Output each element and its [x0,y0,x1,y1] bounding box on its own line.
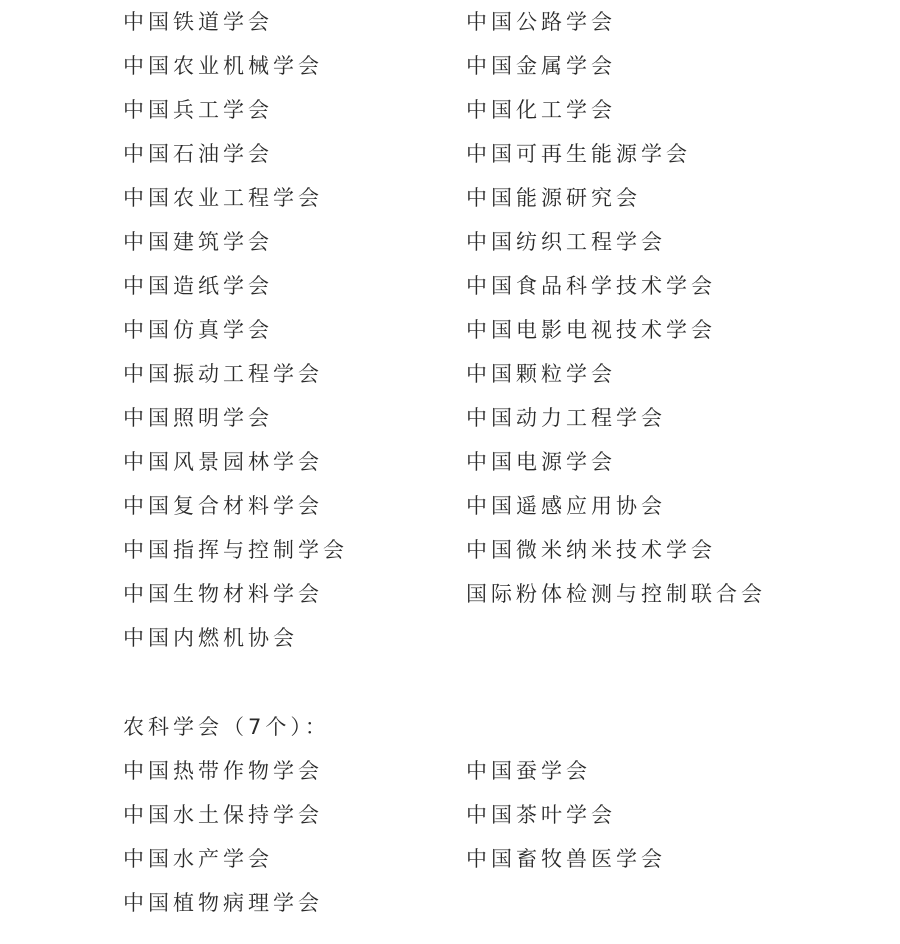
society-name: 中国可再生能源学会 [466,142,691,166]
society-name: 中国仿真学会 [123,318,273,342]
society-name: 中国风景园林学会 [123,450,323,474]
list-row [0,749,900,793]
list-row [0,396,900,440]
list-row [0,220,900,264]
society-name: 中国微米纳米技术学会 [466,538,716,562]
list-row [0,440,900,484]
agriculture-society-list [0,749,900,925]
society-name: 中国铁道学会 [123,10,273,34]
society-name: 中国能源研究会 [466,186,641,210]
society-name: 中国农业机械学会 [123,54,323,78]
society-name: 中国生物材料学会 [123,582,323,606]
society-name: 中国指挥与控制学会 [123,538,348,562]
society-name: 中国畜牧兽医学会 [466,847,666,871]
society-name: 中国茶叶学会 [466,803,616,827]
society-name: 中国化工学会 [466,98,616,122]
society-name: 中国植物病理学会 [123,891,323,915]
list-row [0,572,900,616]
society-name: 中国水土保持学会 [123,803,323,827]
society-name: 中国建筑学会 [123,230,273,254]
society-name: 中国兵工学会 [123,98,273,122]
society-name: 中国照明学会 [123,406,273,430]
society-name: 中国食品科学技术学会 [466,274,716,298]
society-name: 中国内燃机协会 [123,626,298,650]
list-row [0,881,900,925]
list-row [0,528,900,572]
society-name: 中国动力工程学会 [466,406,666,430]
list-row [0,176,900,220]
society-name: 中国造纸学会 [123,274,273,298]
society-name: 中国蚕学会 [466,759,591,783]
list-row [0,0,900,44]
list-row [0,44,900,88]
society-name: 中国振动工程学会 [123,362,323,386]
society-name: 中国遥感应用协会 [466,494,666,518]
society-name: 中国纺织工程学会 [466,230,666,254]
list-row [0,484,900,528]
society-name: 国际粉体检测与控制联合会 [466,582,766,606]
society-name: 中国电影电视技术学会 [466,318,716,342]
society-name: 中国公路学会 [466,10,616,34]
society-name: 中国水产学会 [123,847,273,871]
list-row [0,837,900,881]
list-row [0,352,900,396]
society-name: 中国农业工程学会 [123,186,323,210]
society-name: 中国石油学会 [123,142,273,166]
list-row [0,264,900,308]
society-name: 中国热带作物学会 [123,759,323,783]
agriculture-section-heading: 农科学会（7个）： [123,715,330,739]
society-name: 中国电源学会 [466,450,616,474]
list-row [0,616,900,660]
list-row [0,132,900,176]
list-row [0,88,900,132]
society-name: 中国金属学会 [466,54,616,78]
list-row [0,308,900,352]
list-row [0,793,900,837]
society-name: 中国复合材料学会 [123,494,323,518]
society-name: 中国颗粒学会 [466,362,616,386]
